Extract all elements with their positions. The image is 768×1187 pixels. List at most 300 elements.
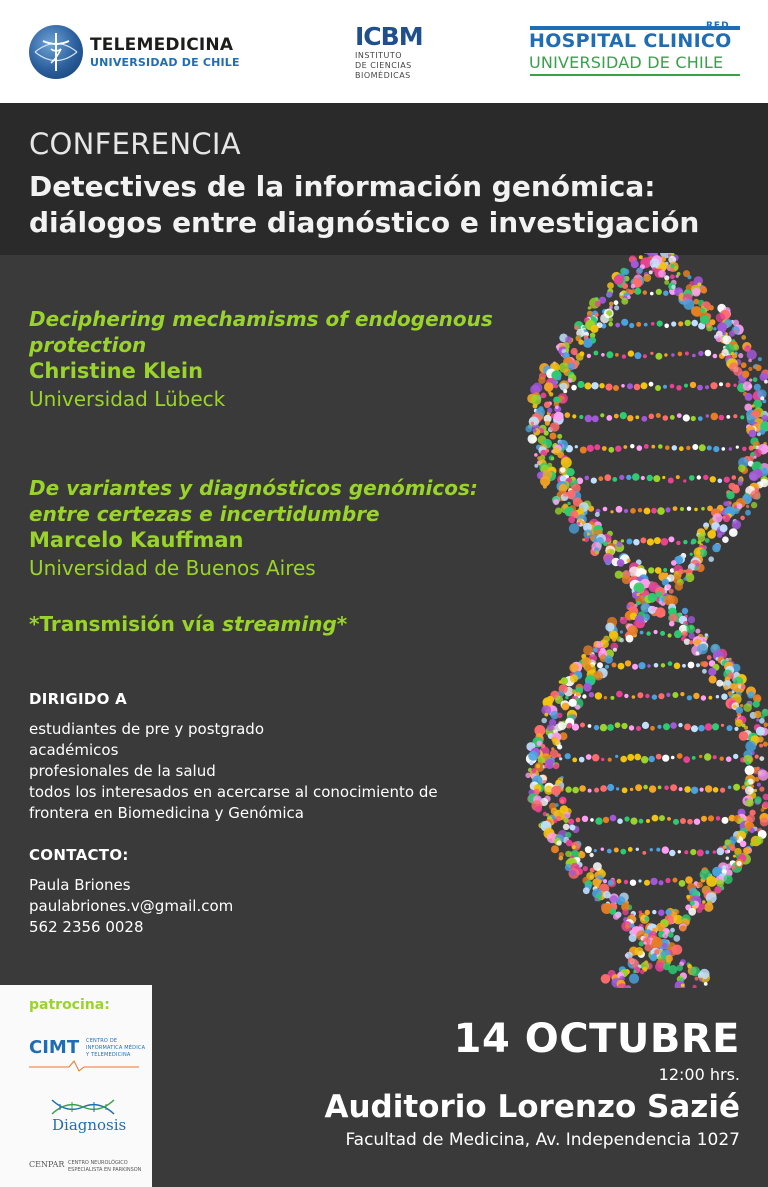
dna-dot	[595, 551, 598, 554]
dna-dot	[557, 744, 562, 749]
dna-dot	[557, 713, 563, 719]
dna-dot	[595, 817, 602, 824]
cenpar-logo: CENPAR	[29, 1160, 65, 1169]
dna-dot	[699, 755, 702, 758]
dna-dot	[541, 744, 545, 748]
dna-dot	[665, 909, 671, 915]
dna-dot	[649, 414, 655, 420]
diagnosis-logo: Diagnosis	[52, 1116, 127, 1134]
dna-dot	[707, 655, 712, 660]
dna-dot	[740, 516, 745, 521]
dna-dot	[700, 661, 705, 666]
dna-dot	[649, 756, 655, 762]
dna-dot	[666, 584, 671, 589]
dna-dot	[630, 788, 633, 791]
dna-dot	[712, 544, 720, 552]
dna-dot	[619, 475, 624, 480]
dna-dot	[668, 254, 671, 257]
dna-dot	[749, 379, 752, 382]
dna-dot	[754, 796, 761, 803]
dna-dot	[698, 534, 706, 542]
dna-dot	[692, 354, 696, 358]
dna-dot	[586, 754, 592, 760]
dna-dot	[683, 756, 690, 763]
dna-dot	[624, 880, 628, 884]
dna-dot	[708, 668, 716, 676]
dna-dot	[629, 934, 637, 942]
contact-email[interactable]: paulabriones.v@gmail.com	[29, 897, 234, 915]
dna-dot	[706, 325, 713, 332]
event-address: Facultad de Medicina, Av. Independencia 1027	[345, 1130, 740, 1150]
event-time: 12:00 hrs.	[658, 1065, 740, 1084]
dna-dot	[738, 481, 743, 486]
talk-speaker: Marcelo Kauffman	[29, 528, 244, 552]
dna-dot	[712, 723, 719, 730]
dna-dot	[717, 533, 722, 538]
dna-dot	[758, 357, 762, 361]
dna-dot	[664, 275, 669, 280]
dna-dot	[756, 727, 765, 736]
dna-dot	[608, 447, 614, 453]
talk-2	[29, 475, 499, 582]
dna-dot	[741, 685, 746, 690]
dna-dot	[733, 784, 740, 791]
dna-dot	[647, 538, 654, 545]
dna-dot	[719, 382, 723, 386]
dna-dot	[757, 432, 761, 436]
dna-dot	[537, 456, 541, 460]
dna-dot	[623, 445, 627, 449]
dna-dot	[676, 275, 679, 278]
dna-dot	[692, 288, 701, 297]
dna-dot	[734, 727, 738, 731]
dna-dot	[659, 880, 664, 885]
dna-dot	[699, 444, 706, 451]
dna-dot	[741, 362, 747, 368]
dna-dot	[690, 901, 695, 906]
cimt-line: CENTRO DE	[86, 1038, 118, 1044]
dna-dot	[555, 780, 560, 785]
dna-dot	[672, 692, 678, 698]
dna-dot	[656, 848, 660, 852]
dna-dot	[678, 723, 682, 727]
dna-dot	[764, 380, 768, 384]
dna-dot	[738, 353, 743, 358]
dna-dot	[687, 507, 691, 511]
dna-dot	[585, 846, 592, 853]
dna-dot	[544, 382, 553, 391]
dna-dot	[662, 846, 669, 853]
dna-dot	[606, 415, 612, 421]
dna-dot	[617, 818, 623, 824]
cimt-line: Y TELEMEDICINA	[86, 1052, 131, 1058]
dna-dot	[632, 289, 636, 293]
dna-dot	[634, 384, 641, 391]
dna-dot	[745, 765, 755, 775]
dna-dot	[726, 756, 732, 762]
dna-dot	[690, 553, 693, 556]
dna-dot	[570, 870, 576, 876]
dna-dot	[688, 616, 695, 623]
dna-dot	[671, 560, 677, 566]
dna-dot	[544, 764, 548, 768]
dna-dot	[701, 816, 707, 822]
dna-dot	[668, 965, 677, 974]
dna-dot	[711, 413, 719, 421]
dna-dot	[722, 536, 729, 543]
dna-dot	[601, 758, 604, 761]
dna-dot	[749, 430, 757, 438]
dna-dot	[626, 539, 632, 545]
dna-dot	[678, 321, 683, 326]
sponsor-box	[0, 985, 152, 1187]
dna-dot	[605, 655, 613, 663]
talk-institution: Universidad de Buenos Aires	[29, 556, 316, 580]
dna-dot	[625, 660, 631, 666]
dna-dot	[544, 402, 551, 409]
dna-dot	[590, 818, 594, 822]
dna-dot	[608, 758, 612, 762]
dna-dot	[685, 573, 694, 582]
dna-dot	[764, 722, 768, 727]
dna-dot	[608, 880, 614, 886]
dna-double-helix-icon	[495, 253, 768, 988]
dna-dot	[705, 723, 713, 731]
dna-dot	[652, 910, 656, 914]
dna-dot	[759, 756, 764, 761]
dna-dot	[758, 736, 764, 742]
dna-dot	[624, 509, 628, 513]
dna-dot	[745, 393, 753, 401]
dna-dot	[592, 754, 599, 761]
dna-dot	[636, 848, 639, 851]
dna-dot	[620, 292, 623, 295]
dna-dot	[751, 502, 757, 508]
dna-dot	[601, 353, 605, 357]
dna-dot	[642, 851, 646, 855]
dna-dot	[755, 836, 763, 844]
dna-dot	[720, 788, 725, 793]
dna-dot	[656, 754, 662, 760]
dna-dot	[620, 849, 626, 855]
dna-dot	[594, 313, 598, 317]
contact-heading: CONTACTO:	[29, 846, 129, 864]
dna-dot	[637, 445, 643, 451]
dna-dot	[755, 755, 759, 759]
dna-dot	[594, 849, 597, 852]
dna-dot	[688, 908, 696, 916]
dna-dot	[568, 378, 573, 383]
dna-dot	[641, 476, 645, 480]
dna-dot	[754, 384, 761, 391]
dna-dot	[565, 336, 572, 343]
dna-dot	[705, 785, 712, 792]
dna-dot	[583, 645, 593, 655]
dna-dot	[745, 786, 754, 795]
dna-dot	[717, 848, 725, 856]
dna-dot	[718, 479, 723, 484]
dna-dot	[723, 875, 732, 884]
dna-dot	[591, 382, 598, 389]
dna-dot	[679, 787, 683, 791]
dna-dot	[640, 970, 645, 975]
dna-dot	[594, 351, 599, 356]
dna-dot	[576, 818, 581, 823]
dna-dot	[653, 475, 660, 482]
dna-dot	[713, 327, 716, 330]
dna-dot	[636, 322, 641, 327]
dna-dot	[656, 413, 661, 418]
conference-title-line: diálogos entre diagnóstico e investigación	[29, 206, 700, 239]
dna-dot	[622, 354, 626, 358]
dna-dot	[638, 662, 645, 669]
list-item: frontera en Biomedicina y Genómica	[29, 804, 304, 822]
talk-speaker: Christine Klein	[29, 359, 204, 383]
dna-dot	[572, 758, 577, 763]
dna-dot	[551, 786, 561, 796]
dna-dot	[637, 593, 640, 596]
dna-dot	[556, 840, 561, 845]
dna-dot	[700, 788, 704, 792]
dna-dot	[621, 319, 628, 326]
cimt-logo: CIMT	[29, 1037, 80, 1058]
dna-dot	[632, 695, 636, 699]
dna-dot	[643, 354, 647, 358]
dna-dot	[623, 269, 629, 275]
dna-dot	[691, 320, 698, 327]
dna-dot	[546, 813, 549, 816]
dna-dot	[670, 722, 677, 729]
dna-dot	[633, 970, 636, 973]
dna-dot	[673, 935, 680, 942]
talk-1	[29, 306, 499, 413]
audience-heading: DIRIGIDO A	[29, 690, 128, 708]
dna-dot	[669, 614, 678, 623]
dna-dot	[590, 536, 595, 541]
dna-dot	[626, 635, 634, 643]
dna-dot	[628, 350, 634, 356]
dna-dot	[684, 850, 688, 854]
dna-dot	[710, 319, 716, 325]
dna-dot	[614, 848, 619, 853]
icbm-line: DE CIENCIAS	[355, 61, 412, 70]
dna-dot	[642, 722, 649, 729]
dna-dot	[640, 631, 644, 635]
dna-dot	[621, 723, 627, 729]
dna-dot	[589, 692, 594, 697]
dna-dot	[726, 491, 734, 499]
dna-dot	[742, 371, 749, 378]
dna-dot	[569, 523, 579, 533]
dna-dot	[656, 289, 662, 295]
dna-dot	[667, 817, 671, 821]
dna-dot	[614, 305, 619, 310]
dna-dot	[644, 942, 647, 945]
dna-dot	[698, 351, 703, 356]
dna-dot	[686, 895, 690, 899]
streaming-note	[29, 612, 347, 636]
dna-dot	[668, 633, 672, 637]
dna-dot	[626, 475, 631, 480]
dna-dot	[604, 696, 607, 699]
dna-dot	[733, 414, 737, 418]
dna-dot	[557, 434, 562, 439]
dna-dot	[587, 445, 594, 452]
dna-dot	[651, 322, 655, 326]
dna-dot	[727, 725, 733, 731]
dna-dot	[616, 506, 623, 513]
dna-dot	[652, 937, 663, 948]
dna-dot	[531, 395, 542, 406]
dna-dot	[680, 692, 684, 696]
dna-dot	[733, 754, 738, 759]
dna-dot	[613, 648, 617, 652]
dna-dot	[663, 291, 668, 296]
dna-dot	[677, 413, 682, 418]
dna-dot	[746, 505, 749, 508]
dna-dot	[612, 663, 617, 668]
dna-dot	[740, 841, 747, 848]
dna-dot	[600, 785, 607, 792]
dna-dot	[696, 663, 700, 667]
dna-dot	[554, 412, 564, 422]
dna-dot	[561, 457, 572, 468]
dna-dot	[739, 478, 742, 481]
dna-dot	[721, 694, 727, 700]
dna-dot	[690, 382, 696, 388]
dna-dot	[716, 335, 723, 342]
dna-dot	[587, 533, 590, 536]
cimt-line: INFORMATICA MÉDICA	[86, 1045, 146, 1051]
dna-dot	[572, 787, 579, 794]
dna-dot	[630, 444, 634, 448]
dna-dot	[606, 351, 613, 358]
dna-dot	[689, 475, 695, 481]
dna-dot	[612, 477, 617, 482]
dna-dot	[663, 723, 670, 730]
dna-dot	[759, 787, 764, 792]
dna-dot	[607, 849, 612, 854]
dna-dot	[567, 468, 575, 476]
dna-dot	[678, 352, 683, 357]
dna-dot	[691, 787, 698, 794]
dna-dot	[670, 274, 675, 279]
dna-dot	[696, 551, 701, 556]
dna-dot	[662, 755, 669, 762]
dna-dot	[554, 384, 558, 388]
dna-dot	[713, 787, 719, 793]
dna-dot	[722, 865, 726, 869]
dna-dot	[742, 447, 747, 452]
dna-dot	[672, 945, 682, 955]
dna-dot	[732, 520, 741, 529]
dna-dot	[733, 367, 742, 376]
dna-dot	[704, 753, 711, 760]
dna-dot	[603, 817, 609, 823]
hospital-bottom-bar	[530, 74, 740, 76]
dna-dot	[678, 850, 681, 853]
dna-dot	[707, 530, 716, 539]
dna-dot	[753, 377, 758, 382]
cenpar-line: ESPECIALISTA EN PARKINSON	[68, 1167, 142, 1173]
dna-dot	[562, 399, 566, 403]
dna-dot	[595, 301, 601, 307]
dna-dot	[635, 784, 642, 791]
dna-dot	[656, 591, 662, 597]
dna-dot	[726, 864, 732, 870]
dna-dot	[615, 323, 620, 328]
conference-label: CONFERENCIA	[29, 127, 241, 161]
dna-dot	[744, 726, 748, 730]
dna-dot	[706, 414, 709, 417]
dna-dot	[580, 723, 585, 728]
dna-dot	[686, 446, 690, 450]
dna-dot	[644, 323, 648, 327]
dna-dot	[729, 502, 732, 505]
dna-dot	[732, 690, 735, 693]
dna-dot	[686, 625, 695, 634]
dna-dot	[613, 385, 619, 391]
dna-dot	[622, 909, 628, 915]
dna-dot	[669, 621, 675, 627]
dna-dot	[610, 696, 614, 700]
dna-dot	[607, 292, 612, 297]
dna-dot	[560, 799, 564, 803]
dna-dot	[664, 324, 669, 329]
dna-dot	[560, 383, 568, 391]
dna-dot	[676, 475, 680, 479]
streaming-prefix: *Transmisión vía	[29, 612, 223, 636]
dna-dot	[697, 475, 701, 479]
dna-dot	[676, 541, 680, 545]
dna-dot	[693, 985, 697, 988]
dna-dot	[650, 954, 657, 961]
dna-dot	[620, 617, 628, 625]
dna-dot	[726, 415, 730, 419]
dna-dot	[682, 631, 688, 637]
dna-dot	[599, 383, 604, 388]
dna-dot	[743, 381, 752, 390]
dna-dot	[596, 641, 603, 648]
dna-dot	[553, 819, 558, 824]
dna-dot	[680, 818, 686, 824]
dna-dot	[709, 696, 713, 700]
dna-dot	[644, 880, 650, 886]
dna-dot	[588, 306, 591, 309]
dna-dot	[705, 633, 708, 636]
dna-dot	[761, 808, 765, 812]
dna-dot	[583, 887, 590, 894]
dna-dot	[651, 606, 656, 611]
dna-dot	[654, 630, 658, 634]
dna-dot	[671, 285, 675, 289]
dna-dot	[661, 538, 669, 546]
dna-dot	[721, 724, 724, 727]
dna-dot	[753, 701, 760, 708]
dna-dot	[627, 604, 631, 608]
dna-dot	[697, 882, 703, 888]
dna-dot	[552, 738, 559, 745]
dna-dot	[692, 756, 696, 760]
dna-dot	[639, 255, 643, 259]
dna-dot	[560, 467, 566, 473]
dna-dot	[553, 764, 559, 770]
conference-title	[29, 169, 729, 241]
dna-dot	[632, 473, 640, 481]
dna-dot	[646, 631, 650, 635]
dna-dot	[739, 731, 749, 741]
dna-dot	[703, 475, 708, 480]
